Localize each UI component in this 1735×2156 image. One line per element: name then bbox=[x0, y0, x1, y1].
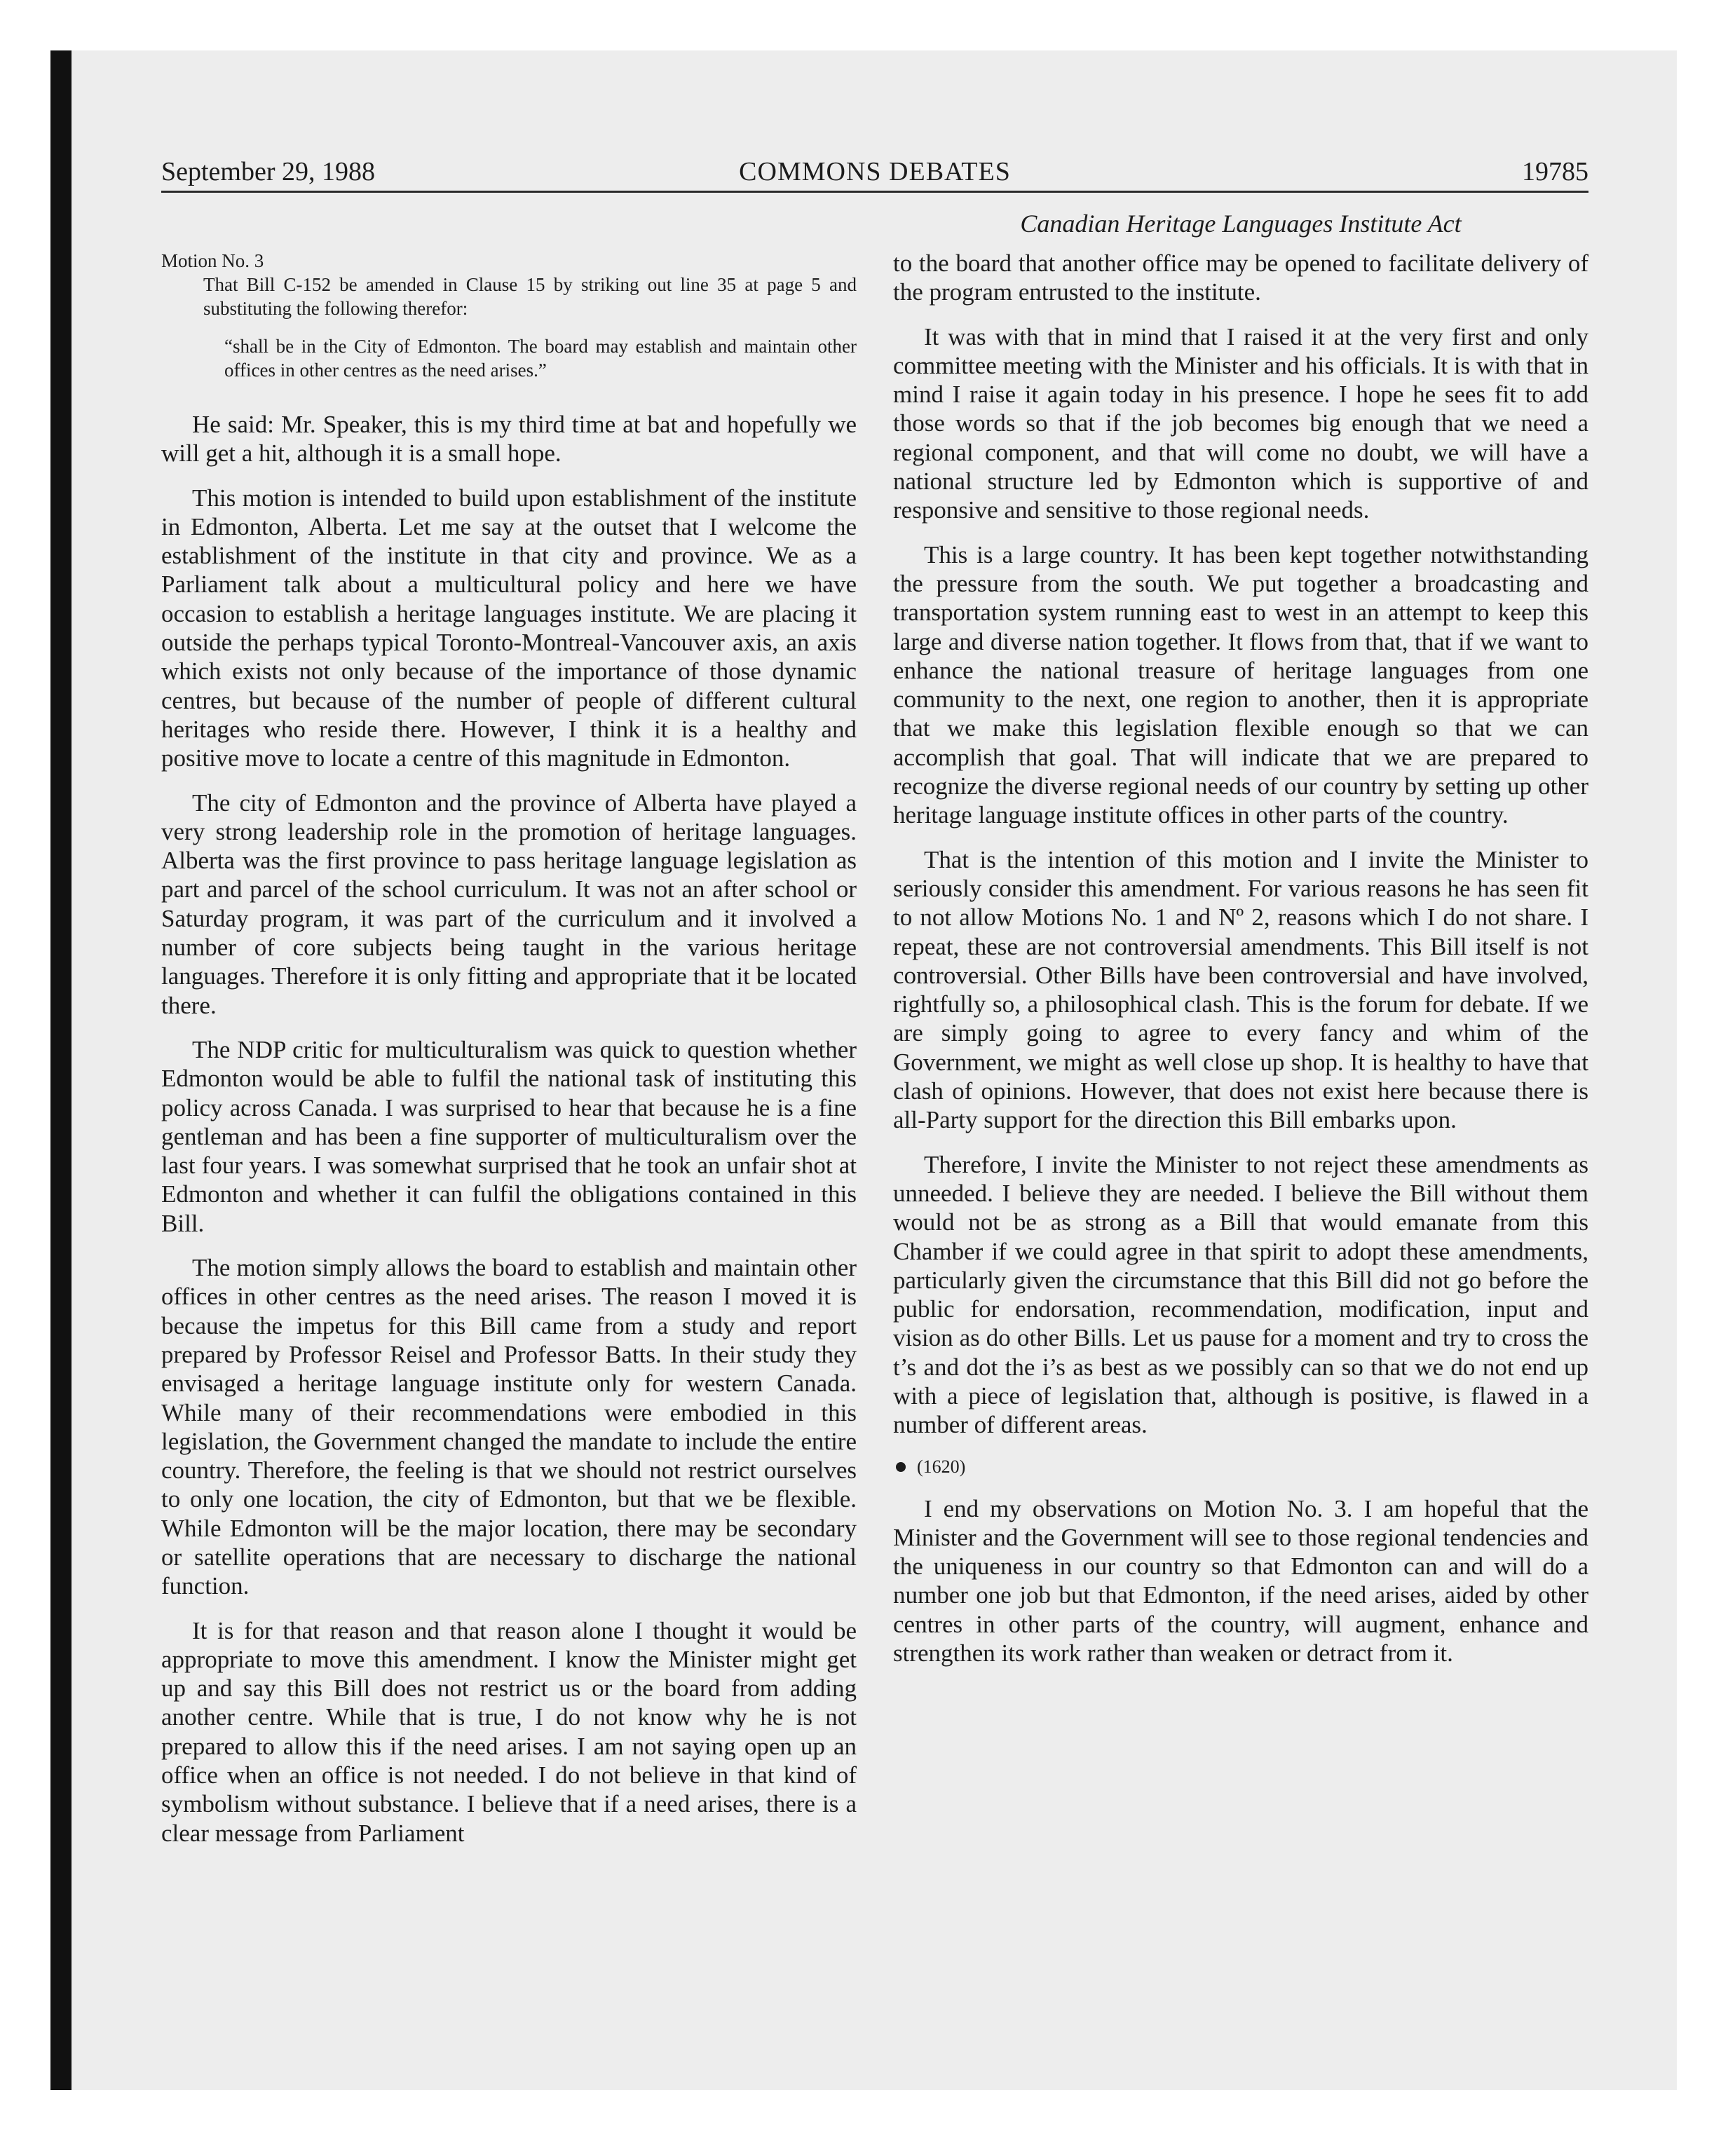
motion-heading: Motion No. 3 bbox=[161, 250, 264, 271]
bullet-icon bbox=[896, 1462, 906, 1472]
time-marker bbox=[893, 1455, 1588, 1479]
time-marker-label: (1620) bbox=[917, 1456, 966, 1477]
scan-binding-edge bbox=[50, 50, 72, 2090]
page-header bbox=[161, 156, 1588, 188]
running-title: Canadian Heritage Languages Institute Act bbox=[1020, 210, 1462, 238]
right-column bbox=[893, 249, 1588, 1667]
header-date: September 29, 1988 bbox=[161, 157, 376, 186]
paragraph: That is the intention of this motion and I invite the Minister to seriously consider this amendment. For various reasons he has seen fit to not allow Motions No. 1 and Nº 2, reasons which I do not share. I repeat, these are not controversial amendments. This Bill itself is not controversial. Other Bills have been controversial and have involved, rightfully so, a philosophical clash. This is the forum for debate. If we are simply going to agree to every fancy and whim of the Government, we might as well close up shop. It is healthy to have that clash of opinions. However, that does not exist here because there is all-Party support for the direction this Bill embarks upon. bbox=[893, 845, 1588, 1134]
closing-paragraph: I end my observations on Motion No. 3. I am hopeful that the Minister and the Government will see to those regional tendencies and the uniqueness in our country so that Edmonton can and will do a number one job but that Edmonton, if the need arises, aided by other centres in other parts of the country, will augment, enhance and strengthen its work rather than weaken or detract from it. bbox=[893, 1494, 1588, 1667]
motion-text: That Bill C-152 be amended in Clause 15 by striking out line 35 at page 5 and substituting the following therefor: bbox=[203, 274, 857, 319]
left-column bbox=[161, 249, 857, 1848]
paragraph: This motion is intended to build upon establishment of the institute in Edmonton, Alberta. Let me say at the outset that I welcome the establishment of the institute in that city and province. We as a Parliament talk about a multicultural policy and here we have occasion to establish a heritage languages institute. We are placing it outside the perhaps typical Toronto-Montreal-Vancouver axis, an axis which exists not only because of the importance of those dynamic centres, but because of the number of people of different cultural heritages who reside there. However, I think it is a healthy and positive move to locate a centre of this magnitude in Edmonton. bbox=[161, 484, 857, 772]
paragraph: This is a large country. It has been kept together notwithstanding the pressure from the south. We put together a broadcasting and transportation system running east to west in an attempt to keep this large and diverse nation together. It flows from that, that if we want to enhance the national treasure of heritage languages from one community to the next, one region to another, then it is appropriate that we make this legislation flexible enough so that we can accomplish that goal. That will indicate that we are prepared to recognize the diverse regional needs of our country by setting up other heritage language institute offices in other parts of the country. bbox=[893, 540, 1588, 829]
paragraph: The city of Edmonton and the province of Alberta have played a very strong leadership role in the promotion of heritage languages. Alberta was the first province to pass heritage language legislation as part and parcel of the school curriculum. It was not an after school or Saturday program, it was part of the curriculum and it involved a number of core subjects being taught in the various heritage languages. Therefore it is only fitting and appropriate that it be located there. bbox=[161, 789, 857, 1019]
paragraph-continued: to the board that another office may be opened to facilitate delivery of the program entrusted to the institute. bbox=[893, 250, 1588, 306]
paragraph: It was with that in mind that I raised it at the very first and only committee meeting with the Minister and his officials. It is with that in mind I raise it again today in his presence. I hope he sees fit to add those words so that if the job becomes big enough that we need a regional component, and that will come no doubt, we will have a national structure led by Edmonton which is supportive of and responsive and sensitive to those regional needs. bbox=[893, 322, 1588, 524]
header-publication: COMMONS DEBATES bbox=[739, 157, 1011, 186]
motion-quote: “shall be in the City of Edmonton. The board may establish and maintain other offices in other centres as the need arises.” bbox=[224, 336, 857, 381]
paragraph: It is for that reason and that reason alone I thought it would be appropriate to move this amendment. I know the Minister might get up and say this Bill does not restrict us or the board from adding another centre. While that is true, I do not know why he is not prepared to allow this if the need arises. I am not saying open up an office when an office is not needed. I do not believe in that kind of symbolism without substance. I believe that if a need arises, there is a clear message from Parliament bbox=[161, 1616, 857, 1847]
paragraph: The motion simply allows the board to establish and maintain other offices in other centres as the need arises. The reason I moved it is because the impetus for this Bill came from a study and report prepared by Professor Reisel and Professor Batts. In their study they envisaged a heritage language institute only for western Canada. While many of their recommendations were embodied in this legislation, the Government changed the mandate to include the entire country. Therefore, the feeling is that we should not restrict ourselves to only one location, the city of Edmonton, but that we be flexible. While Edmonton will be the major location, there may be secondary or satellite operations that are necessary to discharge the national function. bbox=[161, 1254, 857, 1600]
paragraph: He said: Mr. Speaker, this is my third time at bat and hopefully we will get a hit, although it is a small hope. bbox=[161, 411, 857, 468]
header-rule bbox=[161, 191, 1588, 193]
header-page-number: 19785 bbox=[1522, 157, 1588, 186]
paragraph: The NDP critic for multiculturalism was quick to question whether Edmonton would be able to fulfil the national task of instituting this policy across Canada. I was surprised to hear that because he is a fine gentleman and has been a fine supporter of multiculturalism over the last four years. I was somewhat surprised that he took an unfair shot at Edmonton and whether it can fulfil the obligations contained in this Bill. bbox=[161, 1035, 857, 1237]
paragraph: Therefore, I invite the Minister to not reject these amendments as unneeded. I believe they are needed. I believe the Bill without them would not be as strong as a Bill that would emanate from this Chamber if we could agree in that spirit to adopt these amendments, particularly given the circumstance that this Bill did not go before the public for endorsation, recommendation, modification, input and vision as do other Bills. Let us pause for a moment and try to cross the t’s and dot the i’s as best as we possibly can so that we do not end up with a piece of legislation that, although is positive, is flawed in a number of different areas. bbox=[893, 1150, 1588, 1439]
